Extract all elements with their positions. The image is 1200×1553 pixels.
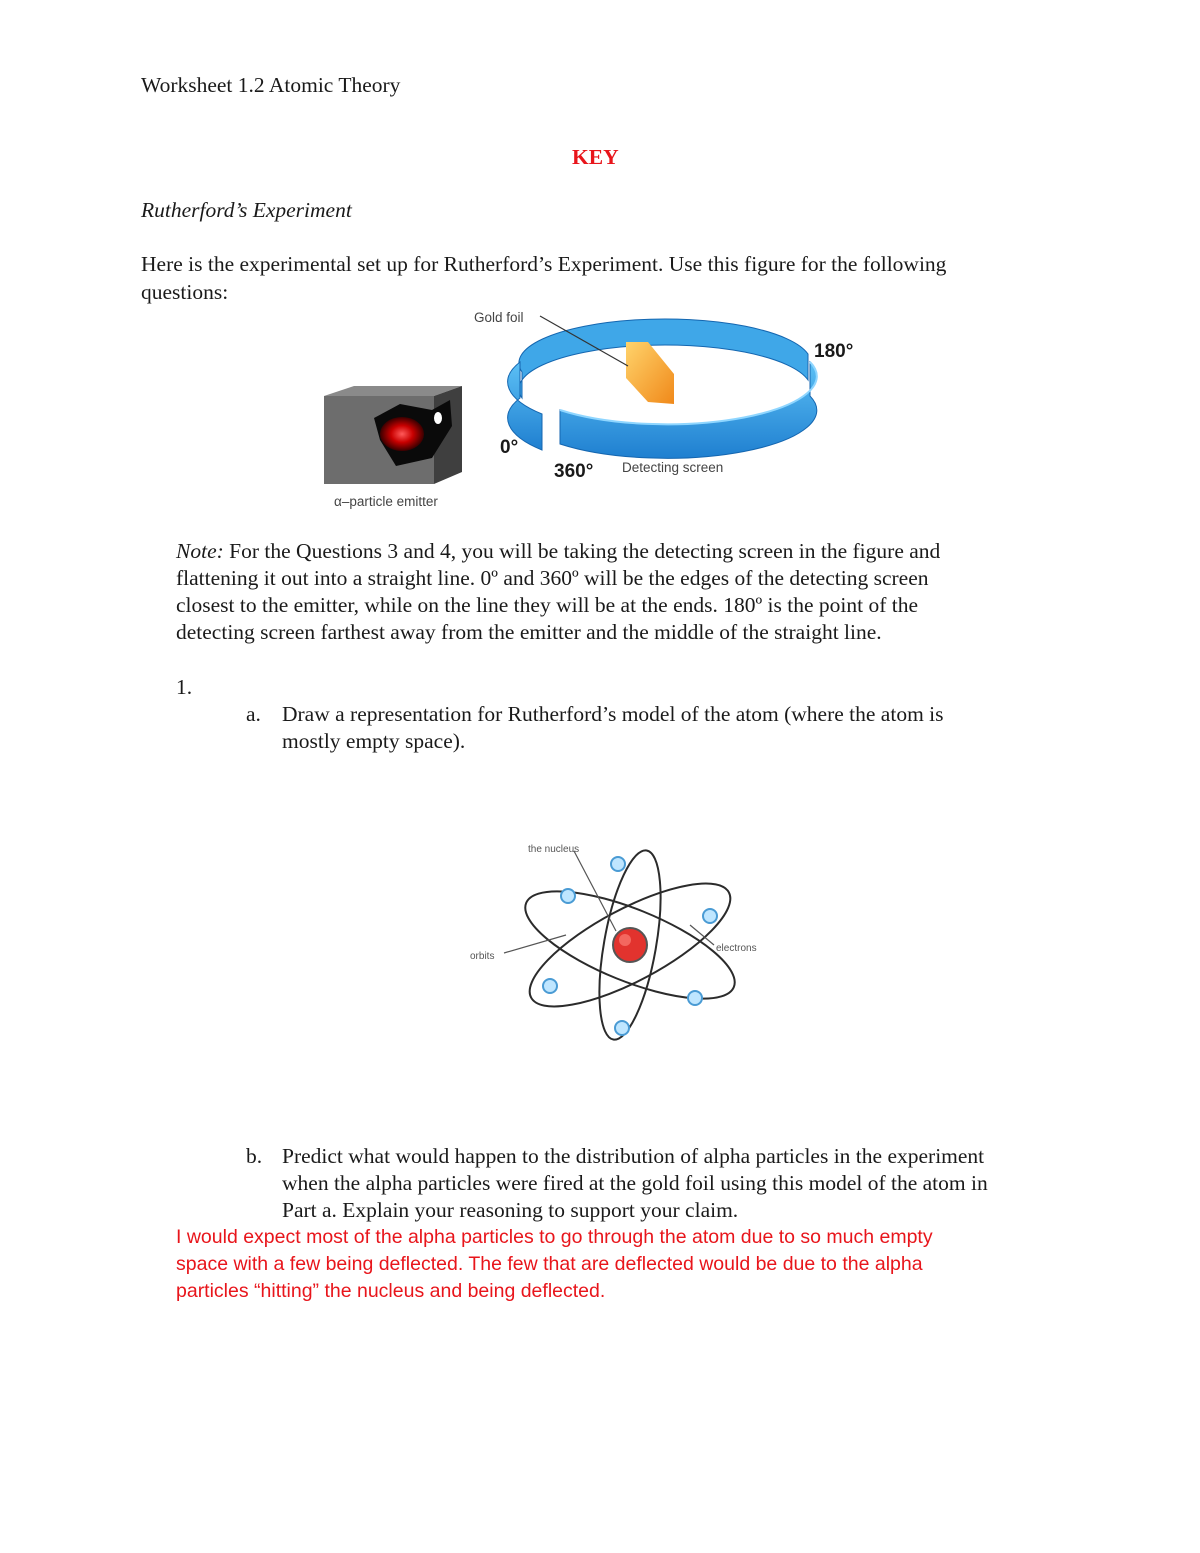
gold-foil-label: Gold foil — [474, 310, 524, 325]
answer-line-1: I would expect most of the alpha particles to go through the atom due to so much empty — [176, 1226, 933, 1248]
answer-line-2: space with a few being deflected. The few that are deflected would be due to the alpha — [176, 1253, 923, 1275]
electron — [703, 909, 717, 923]
question-1b-marker: b. — [246, 1144, 263, 1168]
alpha-emitter-box — [324, 386, 462, 484]
note-line-4: detecting screen farthest away from the emitter and the middle of the straight line. — [176, 620, 882, 644]
intro-line-2: questions: — [141, 280, 229, 304]
question-1b-line-2: when the alpha particles were fired at the gold foil using this model of the atom in — [282, 1171, 988, 1195]
electrons-label: electrons — [716, 943, 757, 954]
answer-line-3: particles “hitting” the nucleus and being deflected. — [176, 1280, 606, 1302]
question-1-number: 1. — [176, 675, 193, 699]
electron — [615, 1021, 629, 1035]
key-label: KEY — [572, 145, 619, 169]
svg-text:α–particle emitter — [334, 494, 438, 509]
note-line-1: Note: For the Questions 3 and 4, you will be taking the detecting screen in the figure and — [176, 539, 941, 563]
nucleus-pointer — [574, 851, 616, 931]
section-title: Rutherford’s Experiment — [141, 198, 352, 222]
electron — [688, 991, 702, 1005]
note-line-3: closest to the emitter, while on the line they will be at the ends. 180º is the point of the — [176, 593, 919, 617]
question-1b-line-1: Predict what would happen to the distribution of alpha particles in the experiment — [282, 1144, 985, 1168]
electron — [561, 889, 575, 903]
particle-emitter-label: –particle emitter — [341, 494, 438, 509]
note-label: Note: — [176, 539, 224, 563]
question-1a-marker: a. — [246, 702, 261, 726]
note-line-2: flattening it out into a straight line. 0º and 360º will be the edges of the detecting screen — [176, 566, 929, 590]
deg-0-label: 0° — [500, 437, 519, 458]
rutherford-apparatus-figure — [310, 300, 870, 520]
question-1a-line-2: mostly empty space). — [282, 729, 466, 753]
electron — [611, 857, 625, 871]
gold-foil-shape — [626, 342, 674, 404]
deg-360-label: 360° — [554, 461, 594, 482]
atom-model-figure — [460, 835, 780, 1050]
detecting-screen-ring — [560, 362, 817, 458]
orbits-label: orbits — [470, 951, 495, 962]
intro-line-1: Here is the experimental set up for Rutherford’s Experiment. Use this figure for the following — [141, 252, 947, 276]
worksheet-title: Worksheet 1.2 Atomic Theory — [141, 73, 401, 97]
nucleus — [613, 928, 647, 962]
electron — [543, 979, 557, 993]
question-1a-line-1: Draw a representation for Rutherford’s model of the atom (where the atom is — [282, 702, 944, 726]
alpha-symbol: α — [334, 494, 342, 509]
nucleus-label: the nucleus — [528, 844, 580, 855]
question-1b-line-3: Part a. Explain your reasoning to support your claim. — [282, 1198, 739, 1222]
detecting-screen-label: Detecting screen — [622, 460, 724, 475]
deg-180-label: 180° — [814, 341, 854, 362]
